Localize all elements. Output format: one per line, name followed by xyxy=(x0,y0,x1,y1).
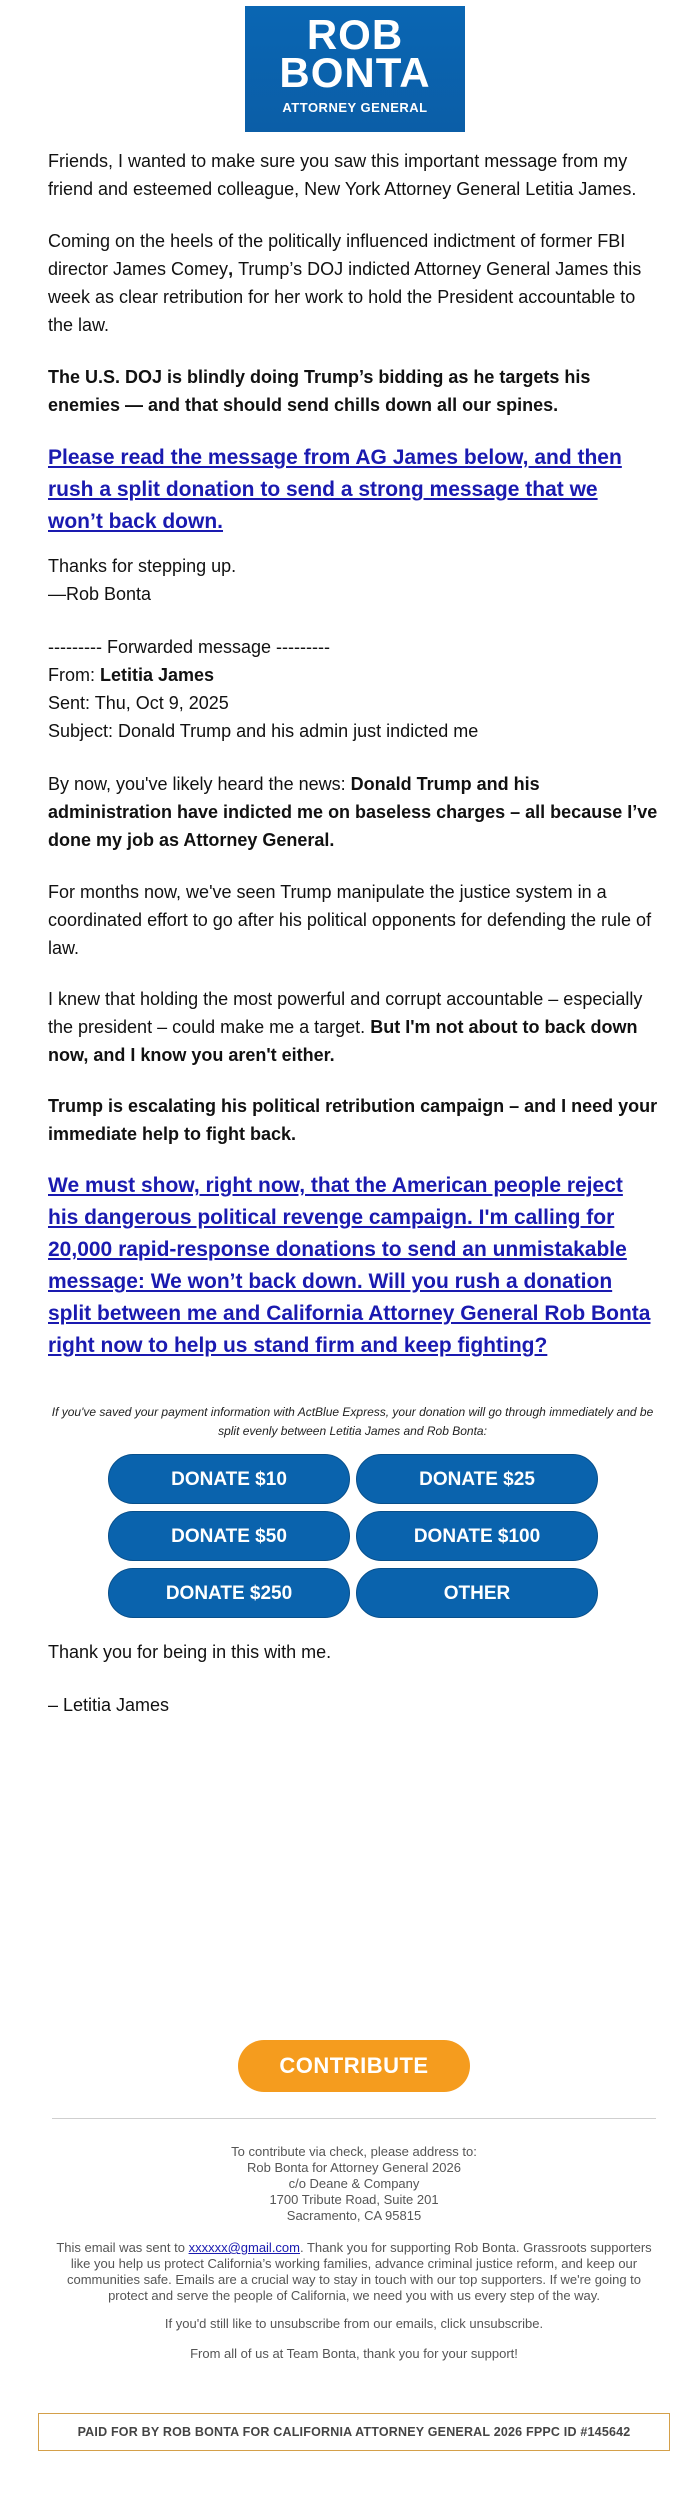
target-text-b: But I'm not about to back down now, and I know you aren't either. xyxy=(48,1017,638,1065)
from-name: Letitia James xyxy=(100,665,215,685)
doj-paragraph: The U.S. DOJ is blindly doing Trump’s bidding as he targets his enemies — and that should send chills down all our spines. xyxy=(48,367,591,415)
forwarded-from xyxy=(48,661,658,689)
cta-link-1[interactable]: Please read the message from AG James below, and then rush a split donation to send a strong message that we won’t back down. xyxy=(48,446,622,533)
comma: , xyxy=(228,259,239,279)
cta-link-2[interactable]: We must show, right now, that the American people reject his dangerous political revenge campaign. I'm calling for 20,000 rapid-response donations to send an unmistakable message: We won’t back down. Will you rush a donation split between me and California Attorney General Rob Bonta right now to help us stand firm and keep fighting? xyxy=(48,1174,651,1357)
comey-paragraph xyxy=(48,227,658,339)
sent-prefix: This email was sent to xyxy=(56,2240,185,2255)
escalating-paragraph: Trump is escalating his political retribution campaign – and I need your immediate help to fight back. xyxy=(48,1096,658,1144)
from-label: From: xyxy=(48,665,95,685)
donate-250-button[interactable]: DONATE $250 xyxy=(108,1568,350,1618)
footer-divider xyxy=(52,2118,656,2119)
check-address-block xyxy=(52,2144,656,2224)
comey-text-b: Trump’s DOJ indicted Attorney General James this week as clear retribution for her work to hold the President accountable to the law. xyxy=(48,259,642,335)
forwarded-header: --------- Forwarded message --------- xyxy=(48,637,330,657)
logo-line-3: ATTORNEY GENERAL xyxy=(282,100,428,115)
recipient-email-link[interactable]: xxxxxx@gmail.com xyxy=(188,2240,300,2255)
forwarded-sent: Sent: Thu, Oct 9, 2025 xyxy=(48,693,229,713)
actblue-note: If you've saved your payment information with ActBlue Express, your donation will go through immediately and be split evenly between Letitia James and Rob Bonta: xyxy=(51,1405,654,1438)
check-intro: To contribute via check, please address to: xyxy=(231,2144,477,2159)
address-line-1: Rob Bonta for Attorney General 2026 xyxy=(247,2160,461,2175)
thanks-line: Thanks for stepping up. xyxy=(48,556,237,576)
news-text-b: Donald Trump and his administration have indicted me on baseless charges – all because I’ve done my job as Attorney General. xyxy=(48,774,658,850)
target-paragraph xyxy=(48,985,658,1069)
forwarded-subject: Subject: Donald Trump and his admin just indicted me xyxy=(48,721,479,741)
address-line-3: 1700 Tribute Road, Suite 201 xyxy=(269,2192,439,2207)
rob-bonta-logo xyxy=(245,6,465,132)
paid-for-disclaimer: PAID FOR BY ROB BONTA FOR CALIFORNIA ATTORNEY GENERAL 2026 FPPC ID #145642 xyxy=(38,2413,670,2451)
intro-paragraph: Friends, I wanted to make sure you saw this important message from my friend and esteemed colleague, New York Attorney General Letitia James. xyxy=(48,151,637,199)
team-thanks: From all of us at Team Bonta, thank you for your support! xyxy=(190,2346,518,2361)
contribute-button[interactable]: CONTRIBUTE xyxy=(238,2040,470,2092)
unsubscribe-text[interactable]: If you'd still like to unsubscribe from our emails, click unsubscribe. xyxy=(164,2316,544,2331)
donate-25-button[interactable]: DONATE $25 xyxy=(356,1454,598,1504)
donate-100-button[interactable]: DONATE $100 xyxy=(356,1511,598,1561)
donate-50-button[interactable]: DONATE $50 xyxy=(108,1511,350,1561)
letitia-signature: – Letitia James xyxy=(48,1695,170,1715)
sent-to-paragraph xyxy=(52,2240,656,2304)
target-text-a: I knew that holding the most powerful and corrupt accountable – especially the president – could make me a target. xyxy=(48,989,643,1037)
news-text-a: By now, you've likely heard the news: xyxy=(48,774,346,794)
comey-text-a: Coming on the heels of the politically influenced indictment of former FBI director James Comey xyxy=(48,231,626,279)
logo-line-2: BONTA xyxy=(279,49,431,96)
rob-signature: —Rob Bonta xyxy=(48,584,152,604)
news-paragraph xyxy=(48,770,658,854)
logo-line-1: ROB xyxy=(306,11,404,58)
sent-suffix: . Thank you for supporting Rob Bonta. Grassroots supporters like you help us protect California’s working families, advance criminal justice reform, and keep our communities safe. Emails are a crucial way to stay in touch with our top supporters. If we're going to protect and serve the people of California, we need you with us every step of the way. xyxy=(66,2240,652,2303)
months-paragraph: For months now, we've seen Trump manipulate the justice system in a coordinated effort to go after his political opponents for defending the rule of law. xyxy=(48,882,652,958)
closing-line: Thank you for being in this with me. xyxy=(48,1642,332,1662)
address-line-2: c/o Deane & Company xyxy=(288,2176,420,2191)
donate-other-button[interactable]: OTHER xyxy=(356,1568,598,1618)
address-line-4: Sacramento, CA 95815 xyxy=(286,2208,422,2223)
donate-10-button[interactable]: DONATE $10 xyxy=(108,1454,350,1504)
